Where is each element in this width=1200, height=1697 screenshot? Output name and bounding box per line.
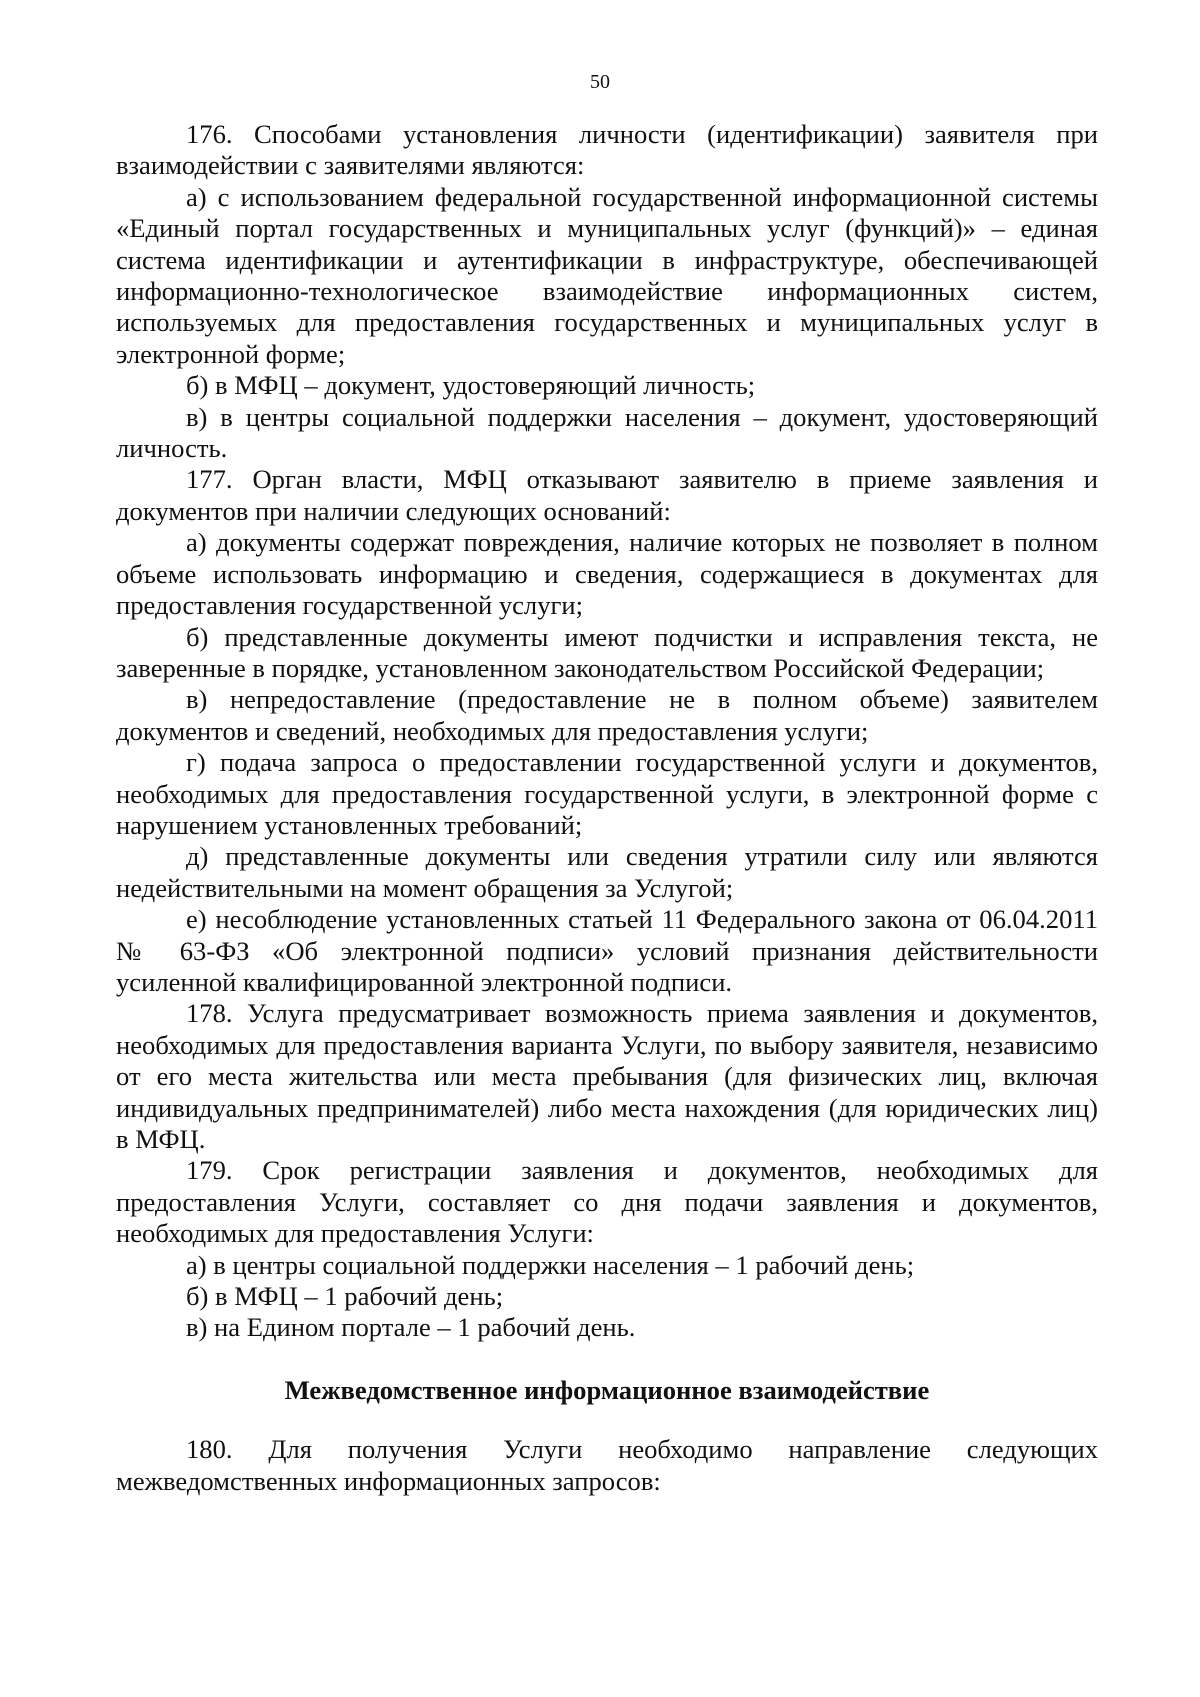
paragraph: а) в центры социальной поддержки населения – 1 рабочий день; (186, 1249, 915, 1280)
paragraph: 176. Способами установления личности (идентификации) заявителя при взаимодействии с заявителями являются: (116, 119, 1098, 181)
document-body (116, 119, 1098, 1497)
paragraph: 179. Срок регистрации заявления и документов, необходимых для предоставления Услуги, составляет со дня подачи заявления и документов, необходимых для предоставления Услуги: (116, 1155, 1098, 1249)
paragraph: г) подача запроса о предоставлении государственной услуги и документов, необходимых для предоставления государственной услуги, в электронной форме с нарушением установленных требований; (116, 747, 1098, 840)
page-number: 50 (590, 71, 610, 93)
paragraph: б) в МФЦ – 1 рабочий день; (186, 1281, 504, 1312)
paragraph: в) в центры социальной поддержки населения – документ, удостоверяющий личность. (116, 401, 1098, 464)
paragraph: б) в МФЦ – документ, удостоверяющий личность; (186, 370, 756, 401)
paragraph: б) представленные документы имеют подчистки и исправления текста, не заверенные в порядке, установленном законодательством Российской Федерации; (116, 621, 1098, 683)
section-heading: Межведомственное информационное взаимодействие (284, 1374, 930, 1405)
paragraph: 177. Орган власти, МФЦ отказывают заявителю в приеме заявления и документов при наличии следующих оснований: (116, 464, 1098, 526)
paragraph: 180. Для получения Услуги необходимо направление следующих межведомственных информационных запросов: (116, 1434, 1098, 1496)
paragraph: 178. Услуга предусматривает возможность приема заявления и документов, необходимых для предоставления варианта Услуги, по выбору заявителя, независимо от его места жительства или места пребывания (для физических лиц, включая индивидуальных предпринимателей) либо места нахождения (для юридических лиц) в МФЦ. (116, 998, 1098, 1154)
paragraph: е) несоблюдение установленных статьей 11 Федерального закона от 06.04.2011 № 63-ФЗ «Об электронной подписи» условий признания действительности усиленной квалифицированной электронной подписи. (116, 904, 1098, 997)
paragraph: а) с использованием федеральной государственной информационной системы «Единый портал государственных и муниципальных услуг (функций)» – единая система идентификации и аутентификации в инфраструктуре, обеспечивающей информационно-технологическое взаимодействие информационных систем, используемых для предоставления государственных и муниципальных услуг в электронной форме; (116, 181, 1098, 369)
paragraph: а) документы содержат повреждения, наличие которых не позволяет в полном объеме использовать информацию и сведения, содержащиеся в документах для предоставления государственной услуги; (116, 527, 1098, 621)
paragraph: в) непредоставление (предоставление не в полном объеме) заявителем документов и сведений, необходимых для предоставления услуги; (116, 684, 1098, 746)
paragraph: в) на Едином портале – 1 рабочий день. (186, 1312, 636, 1343)
paragraph: д) представленные документы или сведения утратили силу или являются недействительными на момент обращения за Услугой; (116, 841, 1098, 903)
